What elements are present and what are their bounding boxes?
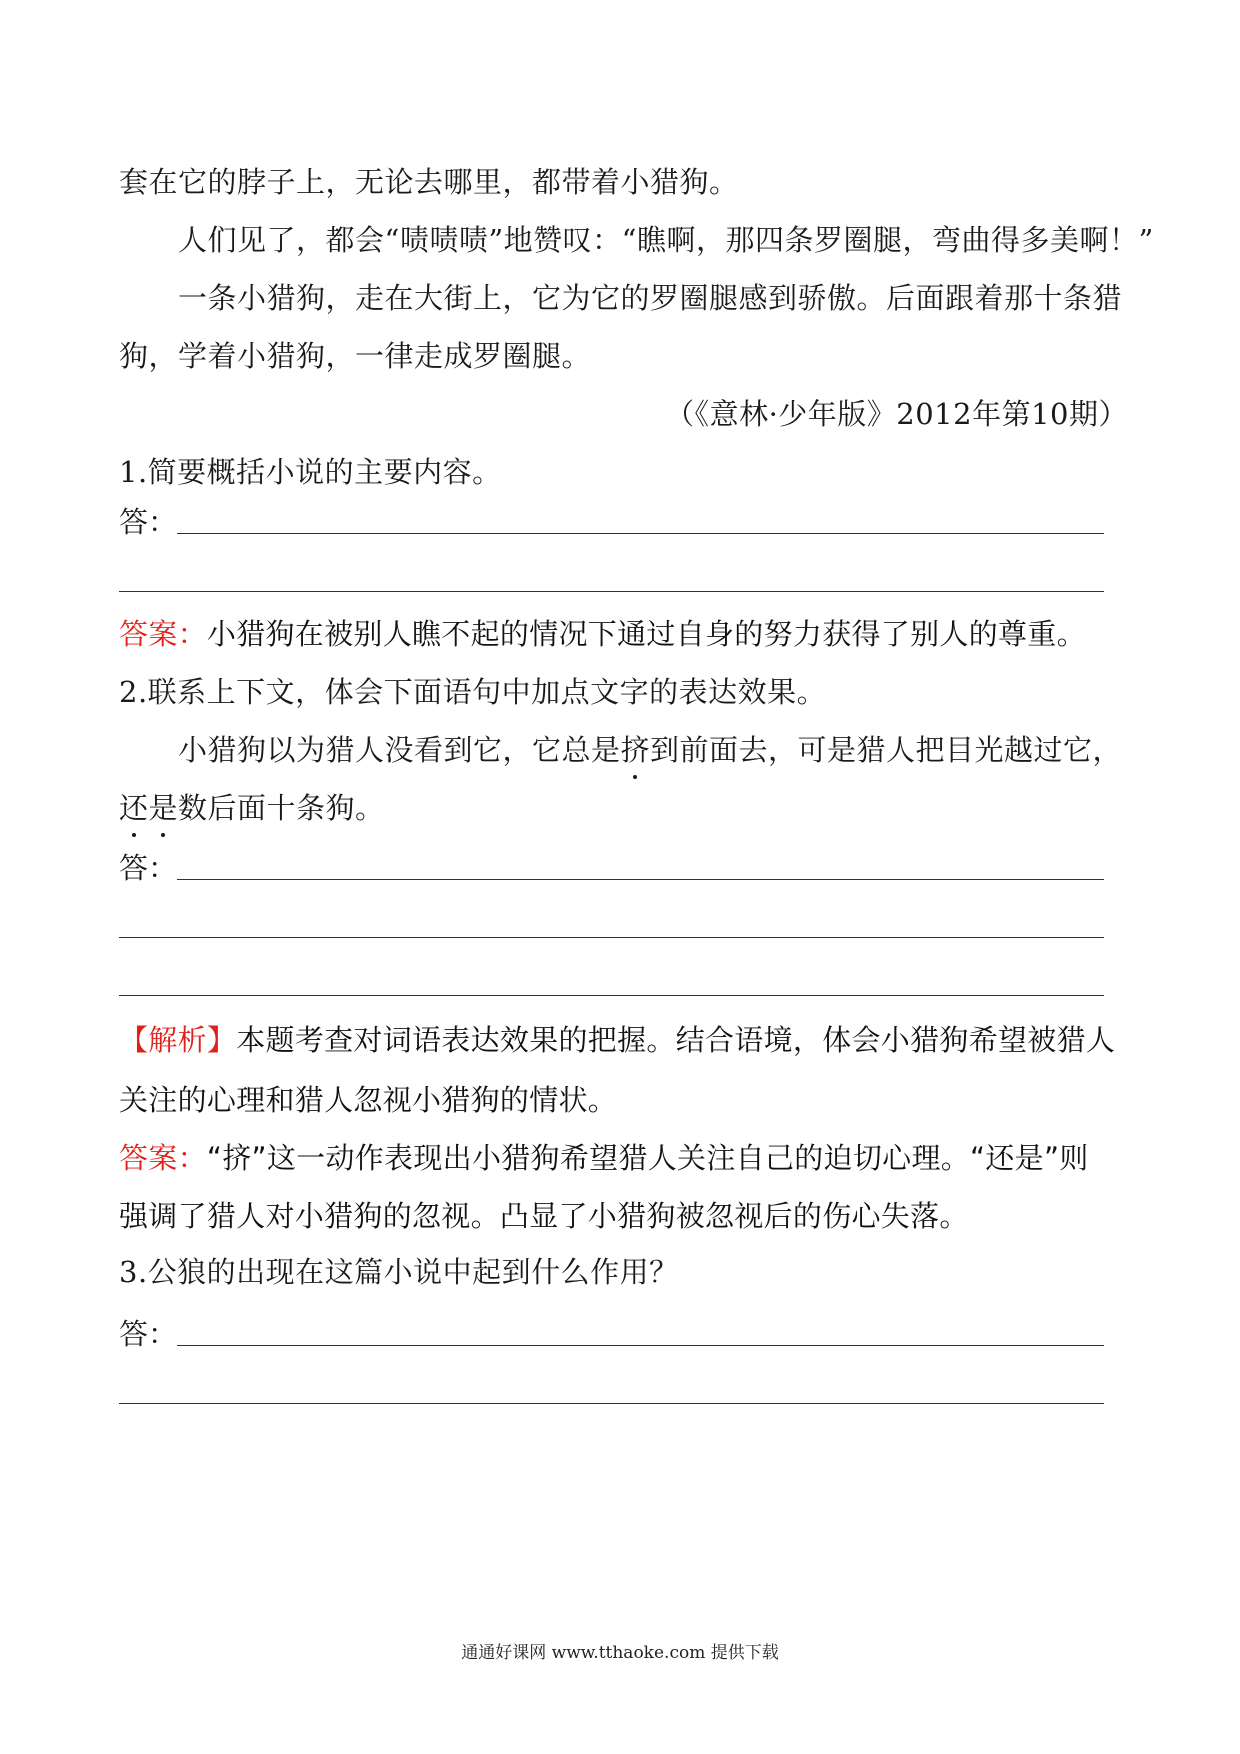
- quote-text: 数后面十条狗。: [178, 791, 385, 825]
- question-2: 2.联系上下文，体会下面语句中加点文字的表达效果。: [119, 675, 827, 709]
- analysis-q2-line-2: 关注的心理和猎人忽视小猎狗的情状。: [119, 1083, 618, 1117]
- story-paragraph-3-line-2: 狗，学着小猎狗，一律走成罗圈腿。: [119, 339, 592, 373]
- answer-key-q1: [119, 612, 1139, 653]
- emphasized-char: 挤: [621, 728, 651, 769]
- quote-text: 到前面去，可是猎人把目光越过它，: [650, 733, 1123, 767]
- answer-rule: [177, 1345, 1104, 1346]
- quote-text: 小猎狗以为猎人没看到它，它总是: [178, 733, 621, 767]
- answer-rule: [119, 937, 1104, 938]
- answer-rule: [177, 879, 1104, 880]
- quoted-sentence-line-2: [119, 786, 1129, 827]
- quoted-sentence-line-1: [178, 728, 1188, 769]
- answer-rule: [119, 1403, 1104, 1404]
- answer-line-q1-2[interactable]: [119, 558, 1104, 598]
- answer-key-text: 小猎狗在被别人瞧不起的情况下通过自身的努力获得了别人的尊重。: [206, 617, 1086, 651]
- answer-line-q2-3[interactable]: [119, 962, 1104, 1002]
- story-paragraph-1: 套在它的脖子上，无论去哪里，都带着小猎狗。: [119, 165, 739, 199]
- answer-rule: [119, 995, 1104, 996]
- emphasized-char: 是: [149, 786, 179, 827]
- story-paragraph-2: 人们见了，都会“啧啧啧”地赞叹：“瞧啊，那四条罗圈腿，弯曲得多美啊！”: [178, 223, 1154, 257]
- answer-key-text: “挤”这一动作表现出小猎狗希望猎人关注自己的迫切心理。“还是”则: [206, 1141, 1089, 1175]
- answer-key-q2-line-2: 强调了猎人对小猎狗的忽视。凸显了小猎狗被忽视后的伤心失落。: [119, 1199, 969, 1233]
- answer-label: 答：: [119, 851, 178, 885]
- page-footer: 通通好课网 www.tthaoke.com 提供下载: [461, 1643, 779, 1663]
- question-3: 3.公狼的出现在这篇小说中起到什么作用？: [119, 1255, 679, 1289]
- answer-line-q3-1[interactable]: [119, 1312, 1104, 1352]
- answer-line-q2-2[interactable]: [119, 904, 1104, 944]
- answer-line-q3-2[interactable]: [119, 1370, 1104, 1410]
- answer-key-label: 答案：: [119, 617, 207, 651]
- answer-label: 答：: [119, 505, 178, 539]
- answer-key-label: 答案：: [119, 1141, 207, 1175]
- analysis-q2-line-1: [119, 1018, 1139, 1059]
- answer-key-q2-line-1: [119, 1136, 1139, 1177]
- answer-rule: [119, 591, 1104, 592]
- analysis-label: 【解析】: [119, 1023, 237, 1057]
- story-paragraph-3-line-1: 一条小猎狗，走在大街上，它为它的罗圈腿感到骄傲。后面跟着那十条猎: [178, 281, 1123, 315]
- story-source: （《意林·少年版》2012年第10期）: [665, 397, 1128, 431]
- answer-rule: [177, 533, 1104, 534]
- answer-line-q1-1[interactable]: [119, 500, 1104, 540]
- answer-line-q2-1[interactable]: [119, 846, 1104, 886]
- emphasized-char: 还: [119, 786, 149, 827]
- answer-label: 答：: [119, 1317, 178, 1351]
- question-1: 1.简要概括小说的主要内容。: [119, 455, 502, 489]
- analysis-text: 本题考查对词语表达效果的把握。结合语境，体会小猎狗希望被猎人: [236, 1023, 1116, 1057]
